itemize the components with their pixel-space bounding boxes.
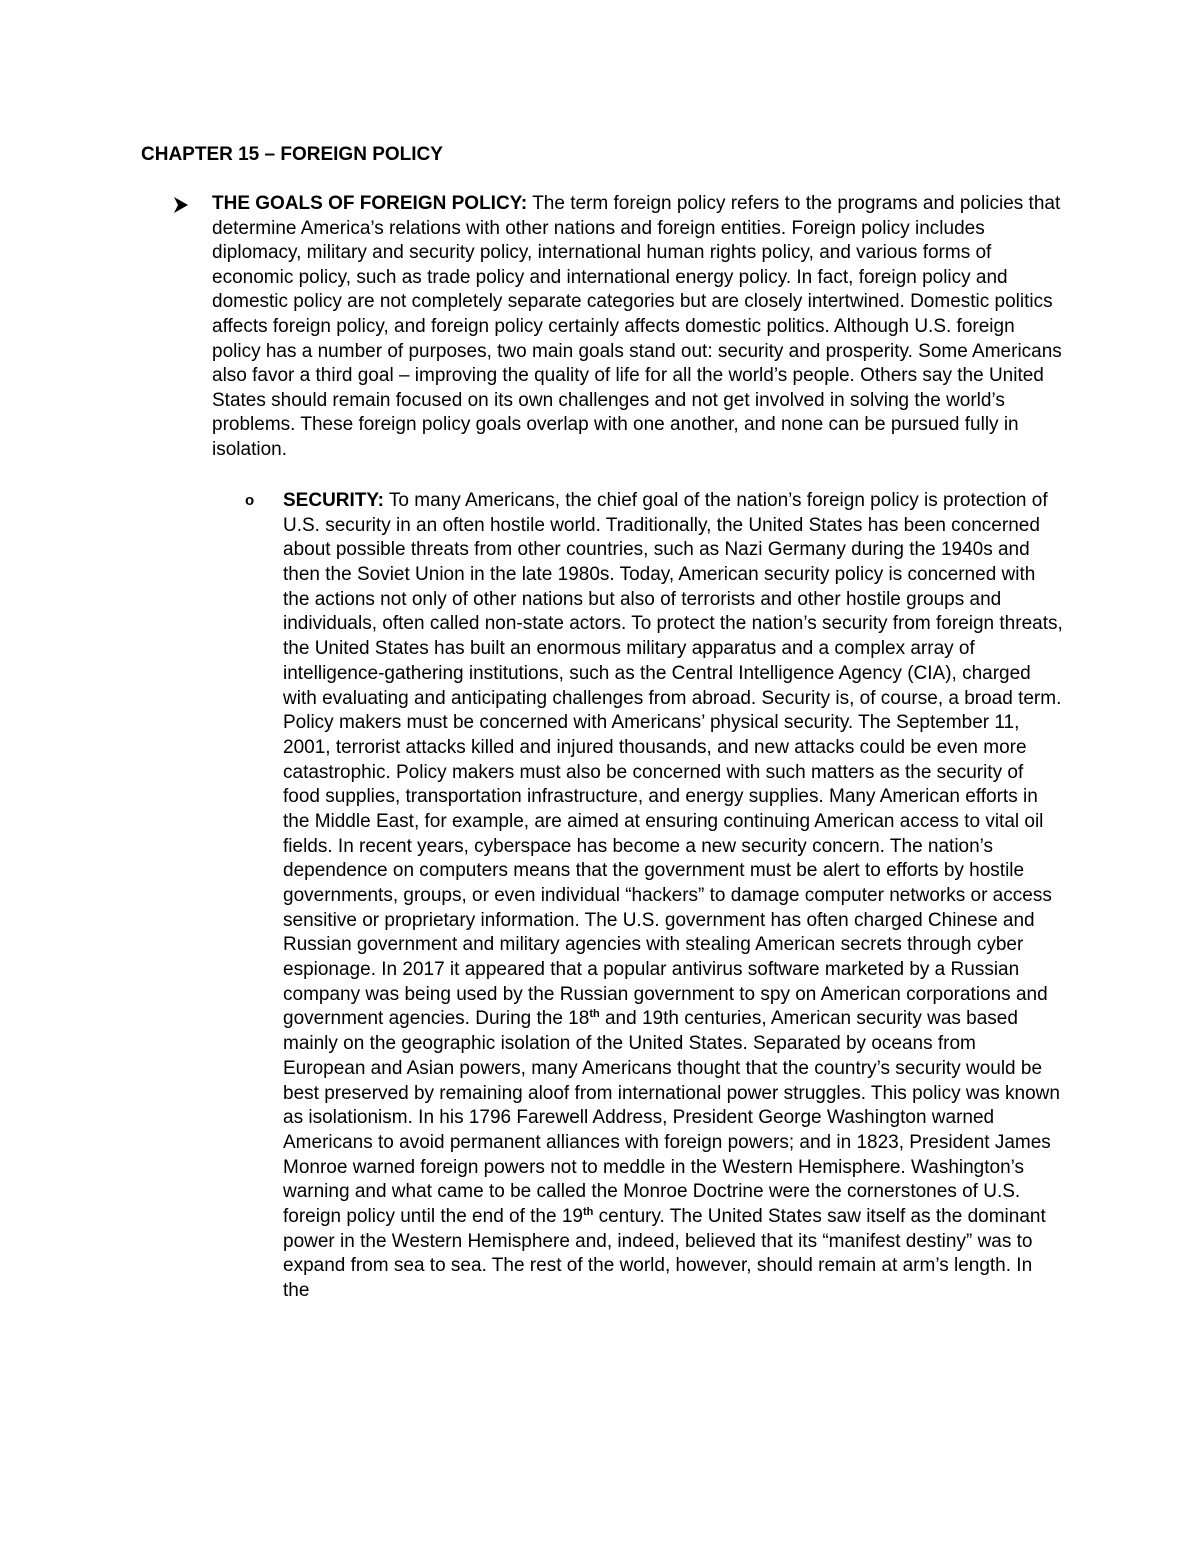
circle-bullet-icon: o	[245, 492, 255, 509]
goals-paragraph	[212, 192, 1064, 463]
ordinal-superscript: th	[589, 1008, 600, 1021]
arrowhead-bullet-icon	[172, 196, 190, 214]
security-text-part-2: and 19th centuries, American security was based mainly on the geographic isolation of the United States. Separated by oceans from European and Asian powers, many Americans thought that the country’s security would be best preserved by remaining aloof from international power struggles. This policy was known as isolationism. In his 1796 Farewell Address, President George Washington warned Americans to avoid permanent alliances with foreign powers; and in 1823, President James Monroe warned foreign powers not to meddle in the Western Hemisphere. Washington’s warning and what came to be called the Monroe Doctrine were the cornerstones of U.S. foreign policy until the end of the 19	[283, 1008, 1060, 1227]
goals-heading: THE GOALS OF FOREIGN POLICY:	[212, 193, 528, 214]
goals-text: The term foreign policy refers to the programs and policies that determine America’s relations with other nations and foreign entities. Foreign policy includes diplomacy, military and security policy, international human rights policy, and various forms of economic policy, such as trade policy and international energy policy. In fact, foreign policy and domestic policy are not completely separate categories but are closely intertwined. Domestic politics affects foreign policy, and foreign policy certainly affects domestic politics. Although U.S. foreign policy has a number of purposes, two main goals stand out: security and prosperity. Some Americans also favor a third goal – improving the quality of life for all the world’s people. Others say the United States should remain focused on its own challenges and not get involved in solving the world’s problems. These foreign policy goals overlap with one another, and none can be pursued fully in isolation.	[212, 193, 1062, 460]
ordinal-superscript: th	[582, 1205, 594, 1218]
security-text-part-1: To many Americans, the chief goal of the nation’s foreign policy is protection of U.S. security in an often hostile world. Traditionally, the United States has been concerned about possible threats from other countries, such as Nazi Germany during the 1940s and then the Soviet Union in the late 1980s. Today, American security policy is concerned with the actions not only of other nations but also of terrorists and other hostile groups and individuals, often called non-state actors. To protect the nation’s security from foreign threats, the United States has built an enormous military apparatus and a complex array of intelligence-gathering institutions, such as the Central Intelligence Agency (CIA), charged with evaluating and anticipating challenges from abroad. Security is, of course, a broad term. Policy makers must be concerned with Americans’ physical security. The September 11, 2001, terrorist attacks killed and injured thousands, and new attacks could be even more catastrophic. Policy makers must also be concerned with such matters as the security of food supplies, transportation infrastructure, and energy supplies. Many American efforts in the Middle East, for example, are aimed at ensuring continuing American access to vital oil fields. In recent years, cyberspace has become a new security concern. The nation’s dependence on computers means that the government must be alert to efforts by hostile governments, groups, or even individual “hackers” to damage computer networks or access sensitive or proprietary information. The U.S. government has often charged Chinese and Russian government and military agencies with stealing American secrets through cyber espionage. In 2017 it appeared that a popular antivirus software marketed by a Russian company was being used by the Russian government to spy on American corporations and government agencies. During the 18	[283, 490, 1063, 1030]
security-text-part-3: century. The United States saw itself as the dominant power in the Western Hemisphere and, indeed, believed that its “manifest destiny” was to expand from sea to sea. The rest of the world, however, should remain at arm’s length. In the	[283, 1205, 1046, 1301]
security-heading: SECURITY:	[283, 490, 384, 511]
chapter-title: CHAPTER 15 – FOREIGN POLICY	[141, 144, 443, 165]
security-paragraph	[283, 489, 1063, 1304]
